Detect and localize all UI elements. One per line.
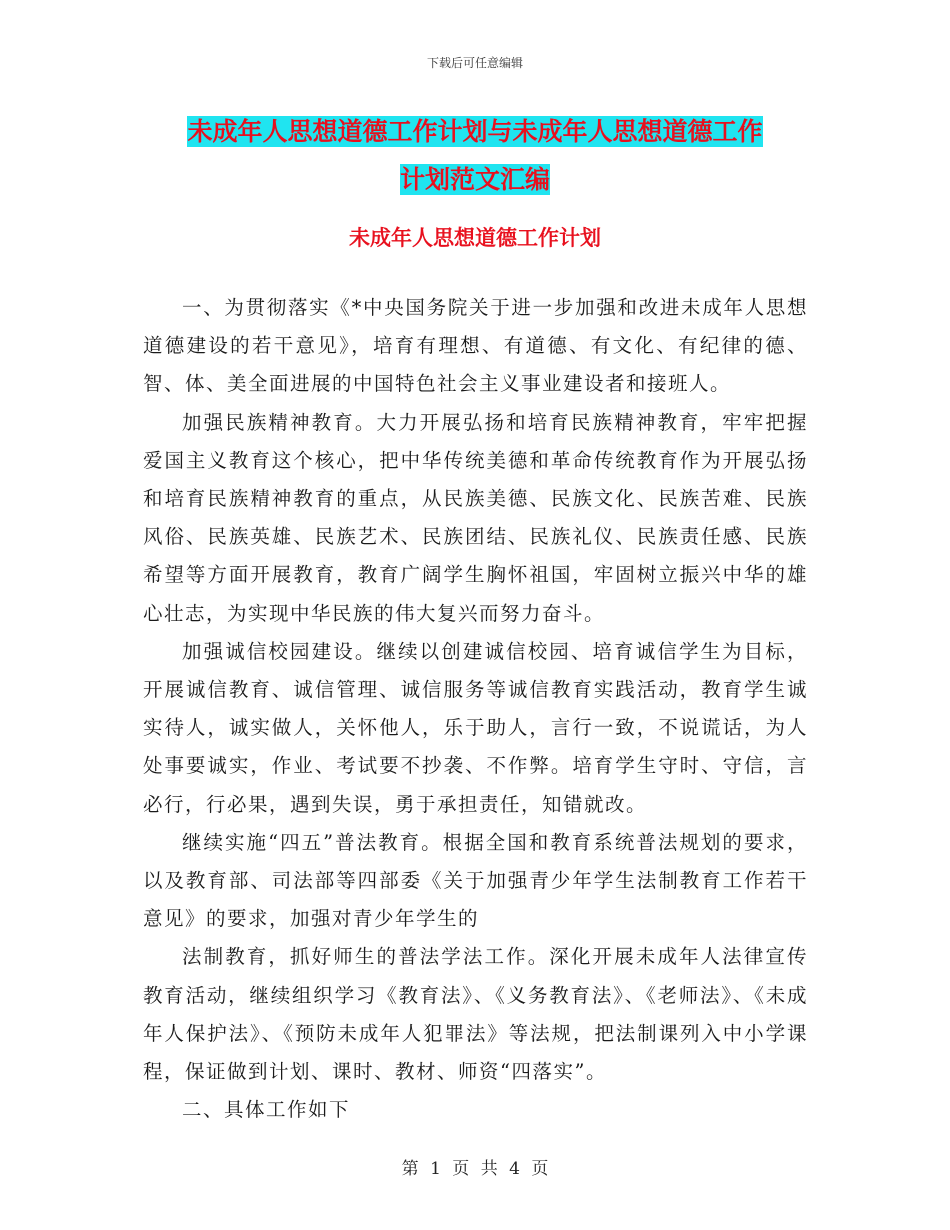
section-title: 未成年人思想道德工作计划 [349,226,601,250]
paragraph: 二、具体工作如下 [182,1098,351,1122]
page-header-note: 下载后可任意编辑 [426,56,523,70]
document-title-line-2: 计划范文汇编 [399,165,550,194]
paragraph: 法制教育，抓好师生的普法学法工作。深化开展未成年人法律宣传教育活动，继续组织学习《教育法》、《义务教育法》、《老师法》、《未成年人保护法》、《预防未成年人犯罪法》等法规，把法制课列入中小学课程，保证做到计划、课时、教材、师资“四落实”。 [143,945,808,1084]
page-number-footer: 第 1 页 共 4 页 [401,1159,549,1179]
paragraph: 加强民族精神教育。大力开展弘扬和培育民族精神教育，牢牢把握爱国主义教育这个核心，把中华传统美德和革命传统教育作为开展弘扬和培育民族精神教育的重点，从民族美德、民族文化、民族苦难、民族风俗、民族英雄、民族艺术、民族团结、民族礼仪、民族责任感、民族希望等方面开展教育，教育广阔学生胸怀祖国，牢固树立振兴中华的雄心壮志，为实现中华民族的伟大复兴而努力奋斗。 [143,410,808,625]
document-title [0,108,950,204]
paragraph: 继续实施“四五”普法教育。根据全国和教育系统普法规划的要求，以及教育部、司法部等四部委《关于加强青少年学生法制教育工作若干意见》的要求，加强对青少年学生的 [143,830,808,931]
paragraph: 加强诚信校园建设。继续以创建诚信校园、培育诚信学生为目标，开展诚信教育、诚信管理、诚信服务等诚信教育实践活动，教育学生诚实待人，诚实做人，关怀他人，乐于助人，言行一致，不说谎话，为人处事要诚实，作业、考试要不抄袭、不作弊。培育学生守时、守信，言必行，行必果，遇到失误，勇于承担责任，知错就改。 [143,639,808,816]
document-title-line-1: 未成年人思想道德工作计划与未成年人思想道德工作 [187,117,763,146]
paragraph: 一、为贯彻落实《*中央国务院关于进一步加强和改进未成年人思想道德建设的若干意见》，培育有理想、有道德、有文化、有纪律的德、智、体、美全面进展的中国特色社会主义事业建设者和接班人。 [143,296,808,396]
document-body [143,289,808,1129]
